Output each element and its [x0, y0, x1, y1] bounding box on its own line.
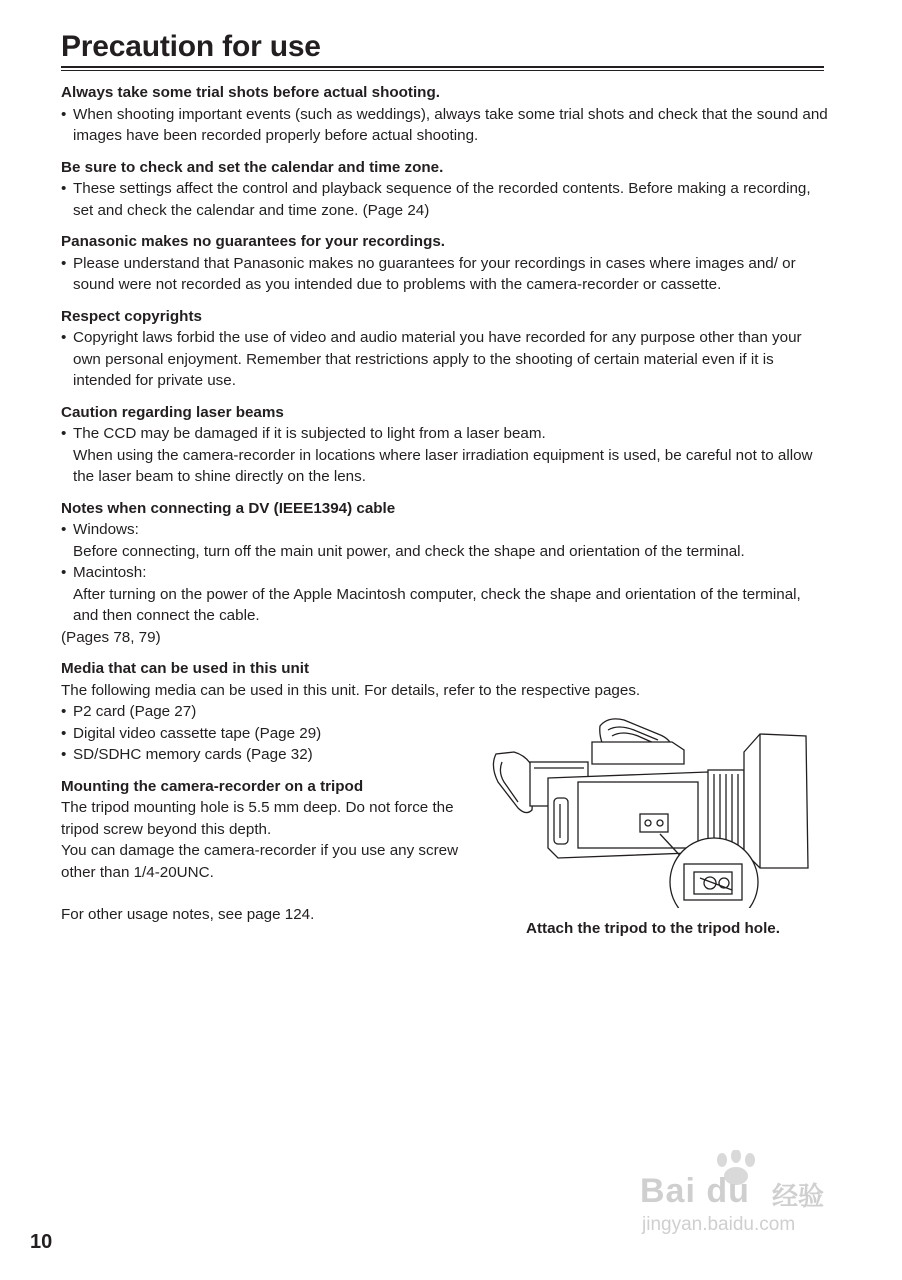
bullet-item: • These settings affect the control and playback sequence of the recorded contents. Before making a recording, set and check the calendar and time zone. (Page 24): [61, 178, 829, 221]
tripod-text: You can damage the camera-recorder if you use any screw other than 1/4-20UNC.: [61, 842, 459, 881]
camera-tripod-illustration: [488, 712, 818, 908]
figure-caption: Attach the tripod to the tripod hole.: [526, 920, 780, 937]
section-dv-cable: [61, 498, 829, 649]
watermark-brand: 经验: [772, 1181, 825, 1211]
page-title: Precaution for use: [61, 30, 321, 63]
section-heading: Panasonic makes no guarantees for your recordings.: [61, 233, 446, 250]
bullet-item: • Please understand that Panasonic makes no guarantees for your recordings in cases where images and/ or sound were not recorded as you intended due to problems with the camera-recorder or cassette.: [61, 253, 829, 296]
section-calendar: [61, 157, 829, 222]
section-copyright: [61, 306, 829, 392]
section-heading: Notes when connecting a DV (IEEE1394) cable: [61, 499, 396, 517]
watermark-logo: Bai du: [640, 1172, 750, 1210]
section-heading: Caution regarding laser beams: [61, 403, 284, 421]
section-trial-shots: [61, 82, 829, 147]
section-guarantee: [61, 231, 829, 296]
bullet-detail: When using the camera-recorder in locations where laser irradiation equipment is used, be careful not to allow the laser beam to shine directly on the lens.: [73, 446, 813, 485]
title-rule: [61, 66, 824, 68]
media-intro: The following media can be used in this unit. For details, refer to the respective pages.: [61, 681, 641, 699]
bullet-item: • Copyright laws forbid the use of video and audio material you have recorded for any purpose other than your own personal enjoyment. Remember that restrictions apply to the shooting of certain material even if it is intended for private use.: [61, 327, 829, 392]
media-item: • P2 card (Page 27): [61, 701, 829, 723]
section-heading: Respect copyrights: [61, 307, 202, 325]
title-rule-thin: [61, 70, 824, 71]
other-notes: For other usage notes, see page 124.: [61, 906, 315, 923]
section-tripod: [61, 776, 461, 926]
bullet-item: • When shooting important events (such as weddings), always take some trial shots and check that the sound and images have been recorded properly before actual shooting.: [61, 104, 829, 147]
bullet-detail: After turning on the power of the Apple Macintosh computer, check the shape and orientation of the terminal, and then connect the cable.: [73, 585, 801, 624]
watermark-url: jingyan.baidu.com: [642, 1214, 796, 1235]
watermark: [640, 1150, 850, 1250]
page-reference: (Pages 78, 79): [61, 628, 161, 646]
section-laser: [61, 402, 829, 488]
section-heading: Media that can be used in this unit: [61, 660, 310, 677]
tripod-text: The tripod mounting hole is 5.5 mm deep. Do not force the tripod screw beyond this depth.: [61, 799, 454, 838]
bullet-item: • Windows:: [61, 519, 829, 541]
section-heading: Be sure to check and set the calendar and time zone.: [61, 158, 444, 176]
bullet-detail: Before connecting, turn off the main unit power, and check the shape and orientation of the terminal.: [73, 542, 745, 560]
section-heading: Always take some trial shots before actual shooting.: [61, 84, 440, 101]
page-number: 10: [30, 1231, 53, 1253]
bullet-item: • Macintosh:: [61, 562, 829, 584]
media-item: • SD/SDHC memory cards (Page 32): [61, 744, 829, 766]
bullet-item: • The CCD may be damaged if it is subjected to light from a laser beam.: [61, 423, 829, 445]
media-item: • Digital video cassette tape (Page 29): [61, 723, 829, 745]
section-heading: Mounting the camera-recorder on a tripod: [61, 777, 364, 795]
